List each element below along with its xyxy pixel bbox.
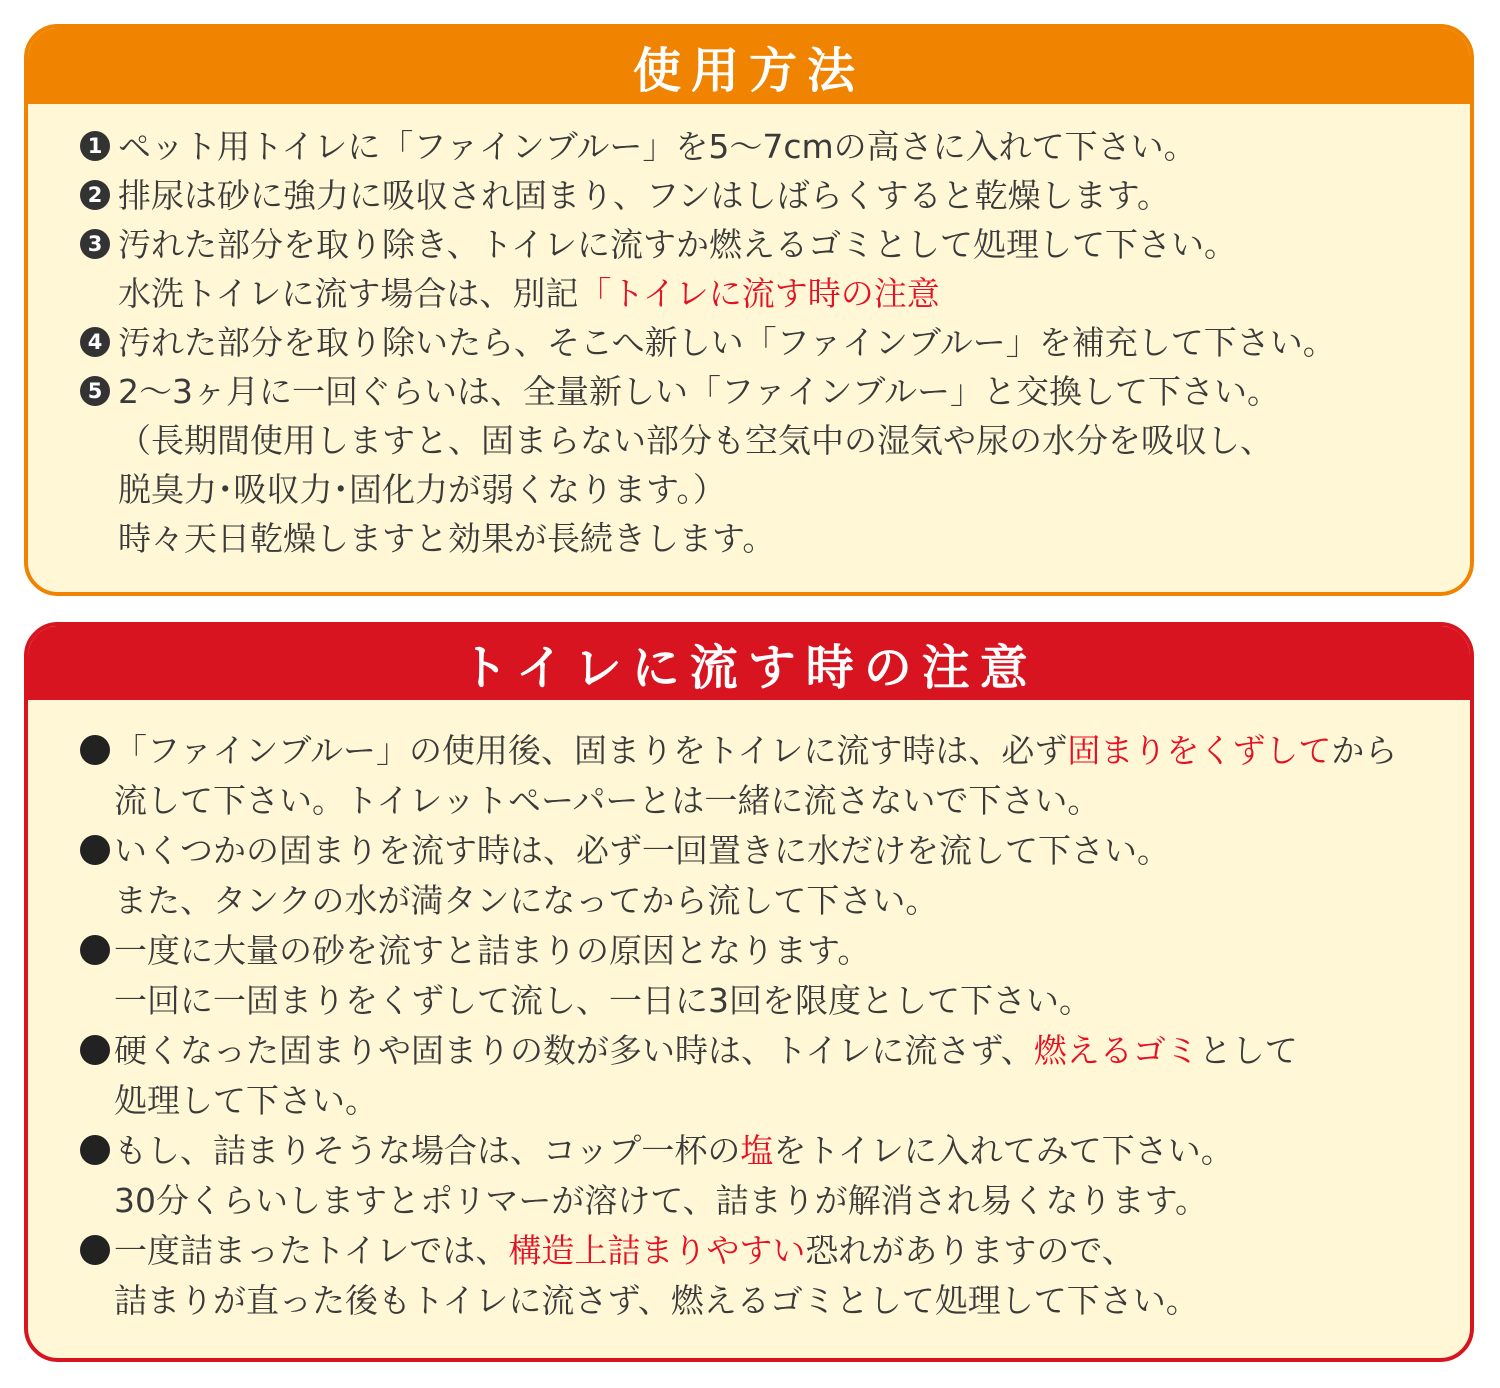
text-line bbox=[114, 826, 1470, 876]
text-line bbox=[114, 926, 1470, 976]
highlighted-text: 「トイレに流す時の注意 bbox=[578, 274, 940, 313]
text-line bbox=[118, 269, 1470, 318]
usage-item-text bbox=[118, 318, 1470, 367]
usage-title: 使用方法 bbox=[28, 28, 1470, 104]
bullet-icon bbox=[80, 835, 110, 865]
text-segment: ペット用トイレに「ファインブルー」を5〜7cmの高さに入れて下さい。 bbox=[118, 127, 1197, 166]
text-line bbox=[114, 1026, 1470, 1076]
number-marker-icon: 1 bbox=[80, 131, 110, 161]
text-line bbox=[114, 876, 1470, 926]
caution-item-text bbox=[114, 1226, 1470, 1326]
caution-item-text bbox=[114, 726, 1470, 826]
number-marker-icon: 3 bbox=[80, 229, 110, 259]
number-marker-icon: 4 bbox=[80, 327, 110, 357]
text-line bbox=[114, 726, 1470, 776]
text-segment: 一度に大量の砂を流すと詰まりの原因となります。 bbox=[114, 931, 871, 970]
caution-list bbox=[28, 700, 1470, 1326]
text-line bbox=[118, 220, 1470, 269]
caution-item-text bbox=[114, 826, 1470, 926]
usage-item-text bbox=[118, 122, 1470, 171]
text-segment: 30分くらいしますとポリマーが溶けて、詰まりが解消され易くなります。 bbox=[114, 1181, 1209, 1220]
text-line bbox=[118, 122, 1470, 171]
usage-item-3 bbox=[80, 220, 1470, 318]
text-segment: 一度詰まったトイレでは、 bbox=[114, 1231, 509, 1270]
text-line bbox=[118, 318, 1470, 367]
usage-item-5 bbox=[80, 367, 1470, 563]
highlighted-text: 塩 bbox=[740, 1131, 774, 1170]
bullet-icon bbox=[80, 1135, 110, 1165]
caution-item-4 bbox=[80, 1026, 1470, 1126]
caution-item-text bbox=[114, 1126, 1470, 1226]
highlighted-text: 構造上詰まりやすい bbox=[508, 1231, 806, 1270]
caution-panel bbox=[24, 622, 1474, 1362]
usage-list bbox=[28, 104, 1470, 563]
text-line bbox=[114, 1176, 1470, 1226]
text-segment: 汚れた部分を取り除き、トイレに流すか燃えるゴミとして処理して下さい。 bbox=[118, 225, 1238, 264]
caution-item-6 bbox=[80, 1226, 1470, 1326]
text-segment: また、タンクの水が満タンになってから流して下さい。 bbox=[114, 881, 939, 920]
text-line bbox=[118, 465, 1470, 514]
caution-item-1 bbox=[80, 726, 1470, 826]
bullet-icon bbox=[80, 935, 110, 965]
caution-item-text bbox=[114, 926, 1470, 1026]
text-segment: 一回に一固まりをくずして流し、一日に3回を限度として下さい。 bbox=[114, 981, 1092, 1020]
caution-item-text bbox=[114, 1026, 1470, 1126]
text-line bbox=[118, 367, 1470, 416]
text-line bbox=[114, 1276, 1470, 1326]
bullet-icon bbox=[80, 1235, 110, 1265]
usage-item-text bbox=[118, 220, 1470, 318]
text-line bbox=[118, 514, 1470, 563]
usage-item-text bbox=[118, 367, 1470, 563]
text-line bbox=[114, 1126, 1470, 1176]
text-segment: 硬くなった固まりや固まりの数が多い時は、トイレに流さず、 bbox=[114, 1031, 1034, 1070]
text-segment: 脱臭力･吸収力･固化力が弱くなります。） bbox=[118, 470, 726, 509]
text-segment: 詰まりが直った後もトイレに流さず、燃えるゴミとして処理して下さい。 bbox=[114, 1281, 1199, 1320]
text-line bbox=[118, 171, 1470, 220]
highlighted-text: 固まりをくずして bbox=[1067, 731, 1332, 770]
text-segment: をトイレに入れてみて下さい。 bbox=[773, 1131, 1234, 1170]
text-line bbox=[114, 776, 1470, 826]
usage-item-2 bbox=[80, 171, 1470, 220]
text-segment: 時々天日乾燥しますと効果が長続きします。 bbox=[118, 519, 776, 558]
caution-item-3 bbox=[80, 926, 1470, 1026]
bullet-icon bbox=[80, 735, 110, 765]
text-segment: 処理して下さい。 bbox=[114, 1081, 378, 1120]
text-segment: 2〜3ヶ月に一回ぐらいは、全量新しい「ファインブルー」と交換して下さい。 bbox=[118, 372, 1281, 411]
number-marker-icon: 5 bbox=[80, 376, 110, 406]
text-segment: もし、詰まりそうな場合は、コップ一杯の bbox=[114, 1131, 741, 1170]
text-line bbox=[114, 976, 1470, 1026]
text-segment: 排尿は砂に強力に吸収され固まり、フンはしばらくすると乾燥します。 bbox=[118, 176, 1171, 215]
bullet-icon bbox=[80, 1035, 110, 1065]
usage-item-4 bbox=[80, 318, 1470, 367]
usage-item-text bbox=[118, 171, 1470, 220]
text-segment: 流して下さい。トイレットペーパーとは一緒に流さないで下さい。 bbox=[114, 781, 1101, 820]
usage-item-1 bbox=[80, 122, 1470, 171]
highlighted-text: 燃えるゴミ bbox=[1033, 1031, 1199, 1070]
number-marker-icon: 2 bbox=[80, 180, 110, 210]
text-segment: として bbox=[1198, 1031, 1298, 1070]
text-segment: 恐れがありますので、 bbox=[805, 1231, 1135, 1270]
text-line bbox=[114, 1226, 1470, 1276]
caution-item-2 bbox=[80, 826, 1470, 926]
caution-item-5 bbox=[80, 1126, 1470, 1226]
caution-title: トイレに流す時の注意 bbox=[28, 626, 1470, 700]
text-line bbox=[114, 1076, 1470, 1126]
text-segment: （長期間使用しますと、固まらない部分も空気中の湿気や尿の水分を吸収し、 bbox=[118, 421, 1273, 460]
text-segment: いくつかの固まりを流す時は、必ず一回置きに水だけを流して下さい。 bbox=[114, 831, 1170, 870]
text-segment: から bbox=[1331, 731, 1398, 770]
text-segment: 「ファインブルー」の使用後、固まりをトイレに流す時は、必ず bbox=[114, 731, 1068, 770]
text-segment: 水洗トイレに流す場合は、別記 bbox=[118, 274, 579, 313]
text-line bbox=[118, 416, 1470, 465]
text-segment: 汚れた部分を取り除いたら、そこへ新しい「ファインブルー」を補充して下さい。 bbox=[118, 323, 1336, 362]
usage-panel bbox=[24, 24, 1474, 596]
